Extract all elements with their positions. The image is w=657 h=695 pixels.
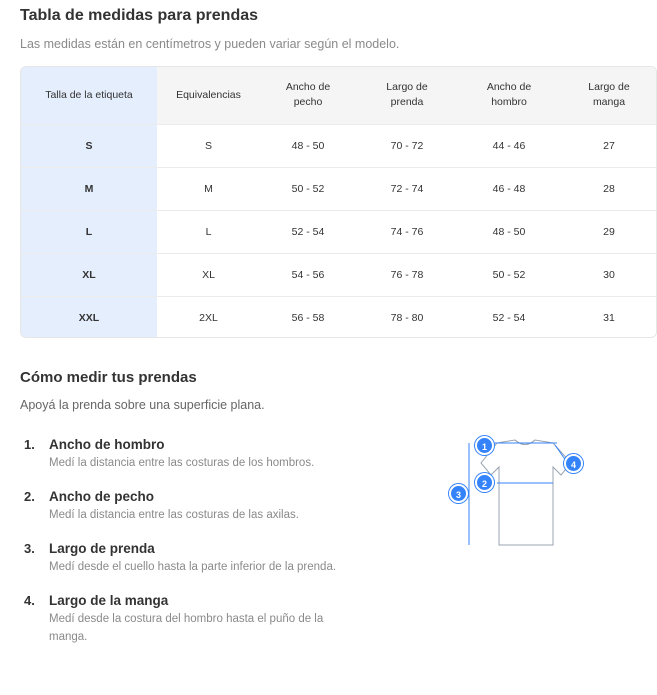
page-title: Tabla de medidas para prendas (20, 7, 259, 24)
cell-sleeve: 29 (560, 210, 657, 253)
badge-sleeve: 4 (564, 454, 583, 473)
list-item (20, 436, 350, 472)
cell-equivalence: L (157, 210, 260, 253)
table-row (21, 253, 657, 296)
cell-length: 78 - 80 (356, 296, 458, 338)
header-size: Talla de la etiqueta (21, 67, 157, 124)
cell-sleeve: 31 (560, 296, 657, 338)
badge-length: 3 (449, 484, 468, 503)
table-header-row (21, 67, 657, 124)
table-row (21, 210, 657, 253)
cell-sleeve: 28 (560, 167, 657, 210)
cell-shoulder: 46 - 48 (458, 167, 560, 210)
list-item (20, 488, 350, 524)
header-shoulder-width: Ancho de hombro (486, 81, 532, 109)
cell-shoulder: 50 - 52 (458, 253, 560, 296)
measure-steps-list (20, 436, 350, 662)
cell-size: S (21, 124, 157, 167)
step-number: 4. (24, 593, 35, 608)
list-item (20, 540, 350, 576)
cell-sleeve: 27 (560, 124, 657, 167)
cell-chest: 56 - 58 (260, 296, 356, 338)
cell-length: 72 - 74 (356, 167, 458, 210)
header-garment-length: Largo de prenda (386, 81, 428, 109)
badge-chest: 2 (475, 473, 494, 492)
step-description: Medí desde la costura del hombro hasta el puño de la manga. (49, 613, 324, 643)
size-table (21, 67, 657, 338)
table-row (21, 167, 657, 210)
how-to-title: Cómo medir tus prendas (20, 369, 197, 386)
cell-equivalence: S (157, 124, 260, 167)
cell-equivalence: XL (157, 253, 260, 296)
badge-shoulder: 1 (475, 436, 494, 455)
cell-size: XXL (21, 296, 157, 338)
cell-shoulder: 44 - 46 (458, 124, 560, 167)
cell-size: L (21, 210, 157, 253)
step-title: Largo de la manga (49, 593, 169, 608)
cell-length: 74 - 76 (356, 210, 458, 253)
cell-size: XL (21, 253, 157, 296)
page-subtitle: Las medidas están en centímetros y pueden variar según el modelo. (20, 37, 400, 51)
size-table-container (20, 66, 657, 338)
step-title: Ancho de pecho (49, 489, 155, 504)
tshirt-measure-icon (445, 433, 595, 551)
cell-chest: 54 - 56 (260, 253, 356, 296)
step-number: 2. (24, 489, 35, 504)
cell-length: 76 - 78 (356, 253, 458, 296)
header-chest-width: Ancho de pecho (285, 81, 331, 109)
cell-length: 70 - 72 (356, 124, 458, 167)
table-row (21, 124, 657, 167)
step-number: 1. (24, 437, 35, 452)
how-to-subtitle: Apoyá la prenda sobre una superficie plana. (20, 398, 265, 412)
cell-chest: 50 - 52 (260, 167, 356, 210)
step-title: Largo de prenda (49, 541, 155, 556)
step-title: Ancho de hombro (49, 437, 165, 452)
header-equivalences: Equivalencias (176, 88, 241, 101)
step-description: Medí la distancia entre las costuras de las axilas. (49, 509, 299, 521)
cell-shoulder: 52 - 54 (458, 296, 560, 338)
step-description: Medí la distancia entre las costuras de los hombros. (49, 457, 315, 469)
step-description: Medí desde el cuello hasta la parte inferior de la prenda. (49, 561, 337, 573)
cell-size: M (21, 167, 157, 210)
cell-sleeve: 30 (560, 253, 657, 296)
cell-equivalence: 2XL (157, 296, 260, 338)
cell-chest: 52 - 54 (260, 210, 356, 253)
cell-chest: 48 - 50 (260, 124, 356, 167)
header-sleeve-length: Largo de manga (588, 81, 630, 109)
cell-shoulder: 48 - 50 (458, 210, 560, 253)
table-row (21, 296, 657, 338)
step-number: 3. (24, 541, 35, 556)
list-item (20, 592, 350, 646)
cell-equivalence: M (157, 167, 260, 210)
